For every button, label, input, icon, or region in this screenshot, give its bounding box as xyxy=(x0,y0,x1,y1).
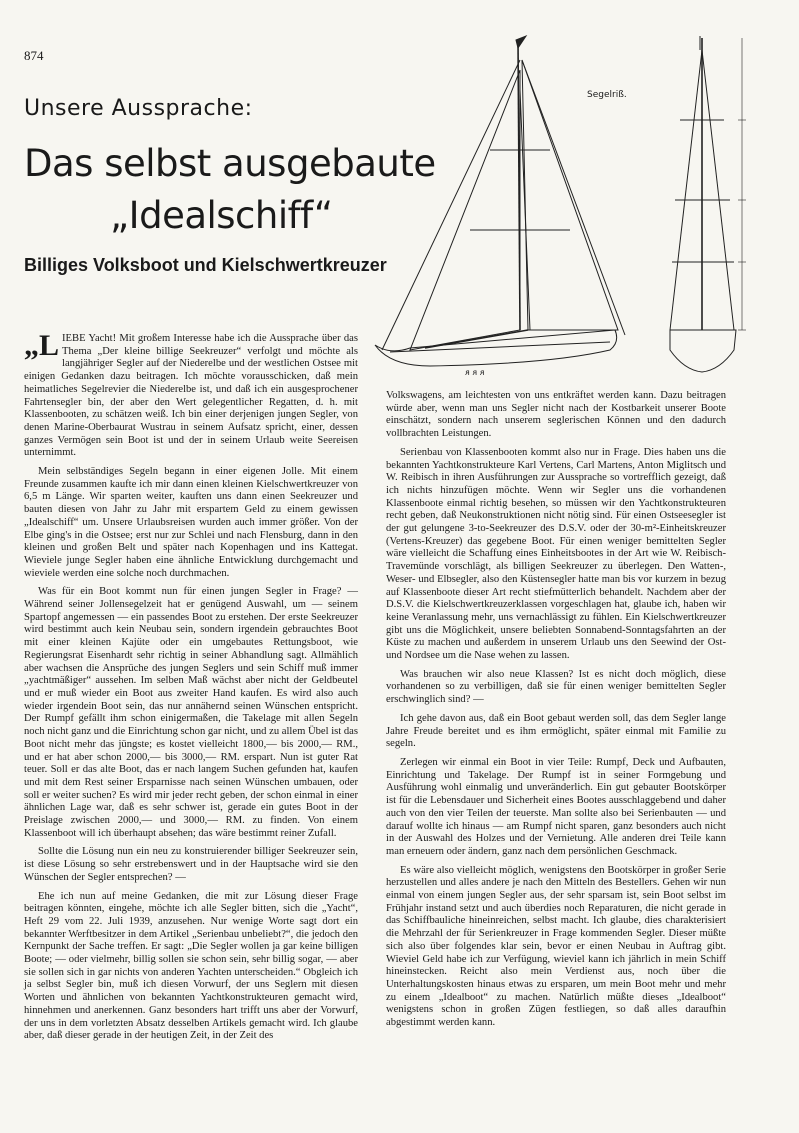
paragraph xyxy=(24,329,358,460)
paragraph: Mein selbständiges Segeln begann in einer eigenen Jolle. Mit einem Freunde zusammen kaufte ich mir dann einen kleinen Kielschwertkreuzer von 6,5 m Länge. Wir sparten weiter, kauften uns dann einen Seekreuzer und bauten diesen von Jahr zu Jahr mit erspartem Geld zu einem gewissen „Idealschiff“ um. Unsere Urlaubsreisen wurden auch immer größer. Von der Elbe ging's in die Ostsee; erst nur zur Schlei und nach Flensburg, dann in den kleinen und großen Belt und später nach Kopenhagen und ins Kattegat. Wieviele junge Segler haben eine ähnliche Entwicklung durchgemacht und wieviele werden eine solche noch durchmachen. xyxy=(24,466,358,579)
paragraph: Was für ein Boot kommt nun für einen jungen Segler in Frage? — Während seiner Jollensegelzeit hat er genügend Auswahl, um — seinem Spartopf angemessen — ein passendes Boot zu erstehen. Der erste Seekreuzer wird bestimmt auch kein Neubau sein, sondern irgendein gebrauchtes Boot mit einer kleinen Kajüte oder ein umgebautes Rettungsboot, wie Regierungsrat Eisenhardt sehr richtig in seiner Abhandlung sagt. Allmählich aber wachsen die Ansprüche des jungen Seglers und sein Schiff muß immer „yachtmäßiger“ aussehen. Im selben Maß wächst aber nicht der Geldbeutel und er muß wieder ein Boot aus zweiter Hand kaufen. Es wird also auch wieder irgendein Boot sein, das nur annähernd seinen Wünschen entspricht. Der Rumpf gefällt ihm schon einigermaßen, die Takelage mit allen Segeln noch nicht ganz und die Einrichtung schon gar nicht, und zu allem Übel ist das Boot nicht mehr das jüngste; es kostet vielleicht 1800,— bis 2000,— RM., und er hat aber schon 2000,— bis 3000,— RM. erspart. Nun ist guter Rat teuer. Soll er das alte Boot, das er nach langem Suchen gefunden hat, kaufen und mit dem Rest seiner Ersparnisse nach seinen Wünschen umbauen, oder soll er weiter suchen? Es wird mir jeder recht geben, der schon einmal in einer ähnlichen Lage war, daß es sehr schwer ist, gerade ein gutes Boot in der Preislage zwischen 2000,— und 3000,— RM. zu finden. Von einem Klassenboot will ich überhaupt absehen; das wäre bestimmt reiner Zufall. xyxy=(24,586,358,839)
paragraph: Was brauchen wir also neue Klassen? Ist es nicht doch möglich, diese vorhandenen so zu verbilligen, daß sie für einen weniger bemittelten Segler erschwinglich sind? — xyxy=(386,668,726,706)
text-column-left xyxy=(24,329,358,1049)
paragraph: Ich gehe davon aus, daß ein Boot gebaut werden soll, das dem Segler lange Jahre Freude bereitet und es ihm ermöglicht, später einmal mit Familie zu segeln. xyxy=(386,712,726,750)
section-kicker: Unsere Aussprache: xyxy=(24,96,253,121)
paragraph: Serienbau von Klassenbooten kommt also nur in Frage. Dies haben uns die bekannten Yachtkonstrukteure Karl Vertens, Carl Martens, Anton Miglitsch und W. Reibisch in ihren Ausführungen zur Aussprache so vortrefflich gezeigt, daß ich nichts hinzufügen möchte. Wenn wir Segler uns die vorhandenen Klassenboote einmal richtig besehen, so müssen wir den Yachtkonstrukteuren recht geben, daß Neukonstruktionen nicht nötig sind. Für einen Ostseesegler ist der gut gelungene 3-to-Seekreuzer des D.S.V. oder der 30-m²-Einheitskreuzer (Vertens-Kreuzer) das gegebene Boot. Für einen weniger bemittelten Segler wäre vielleicht die Schaffung eines Einheitsbootes in der Art wie W. Reibisch-Travemünde vorschlägt, als billigen Seekreuzer zu überlegen. Den Watten-, Weser- und Elbsegler, also den Küstensegler hatte man bis vor kurzem in bezug auf Klassenboote dieser Art recht stiefmütterlich behandelt. Nachdem aber der D.S.V. die Kielschwertkreuzerklassen vorgeschlagen hat, glaube ich, haben wir keine Veranlassung mehr, uns vernachlässigt zu fühlen. Ein Kielschwertkreuzer gibt uns die Möglichkeit, unsere beliebten Sonnabend-Sonntagsfahrten an der Küste zu machen und außerdem in unserem Urlaub uns den Seewind der Ost- und Nordsee um die Nase wehen zu lassen. xyxy=(386,446,726,662)
front-view xyxy=(670,36,746,372)
text-column-right xyxy=(386,390,726,1036)
paragraph: Volkswagens, am leichtesten von uns entkräftet werden kann. Dazu beitragen würde aber, wenn man uns Segler nicht nach der Kostbarkeit unserer Boote einschätzt, sondern nach unserem seglerischen Können und den dadurch vollbrachten Leistungen. xyxy=(386,390,726,440)
paragraph-text: IEBE Yacht! Mit großem Interesse habe ich die Aussprache über das Thema „Der kleine billige Seekreuzer“ verfolgt und möchte als langjähriger Segler auf der Niederelbe und der westlichen Ostsee mit einigen Gedanken dazu beitragen. Ich möchte vorausschicken, daß mein heimatliches Segelrevier die Niederelbe ist, und daß ich ein ausgesprochener Fahrtensegler bin, der aber den Wert gelegentlicher Regatten, d. h. mit Klassenbooten, zu schätzen weiß. Ich bin einer derjenigen jungen Segler, von denen Marine-Oberbaurat Wustrau in seinem Aufsatz spricht, einer, dessen ganzes Vermögen sein Boot ist und der in seinem Urlaub weite Seereisen unternimmt. xyxy=(24,333,358,459)
paragraph: Ehe ich nun auf meine Gedanken, die mit zur Lösung dieser Frage beitragen könnten, eingehe, möchte ich alle Segler bitten, sich die „Yacht“, Heft 29 vom 22. Juli 1939, anzusehen. Nur wenige Worte sagt dort ein bekannter Werftbesitzer in dem Artikel „Serienbau unbeliebt?“, die jedoch den Kernpunkt der Sache treffen. Er sagt: „Die Segler wollen ja gar keine billigen Boote; — oder vielmehr, billig sollen sie schon sein, sehr billig sogar, — aber sie sollen sich in gar nichts von anderen Yachten unterscheiden.“ Obgleich ich ja selbst Segler bin, muß ich diesen Vorwurf, der uns Seglern mit diesen Worten und ähnlichen von bekannten Yachtkonstrukteuren gemacht wird, hinnehmen und anerkennen. Ganz besonders hart trifft uns aber der Vorwurf, der uns in dem vorletzten Absatz desselben Artikels gemacht wird. Ich glaube aber, daß dieser gerade in der heutigen Zeit, in der Zeit des xyxy=(24,890,358,1042)
title-line-1: Das selbst ausgebaute xyxy=(24,142,436,185)
svg-text:ᴙ ᴙ ᴙ: ᴙ ᴙ ᴙ xyxy=(465,368,485,377)
side-view xyxy=(375,36,625,377)
paragraph: Es wäre also vielleicht möglich, wenigstens den Bootskörper in großer Serie herzustellen und alles andere je nach den Mitteln des Bestellers. Gehen wir nun einmal von einem jungen Segler aus, der sehr sparsam ist, sein Boot selbst im Frühjahr instand setzt und auch überdies noch Reparaturen, die nicht gerade in das Schiffbauliche hineinreichen, selbst macht. Ich glaube, dies charakterisiert die Mehrzahl der für Serienkreuzer in Frage kommenden Segler. Dieser müßte sich also über folgendes klar sein, bevor er einen Neubau in Auftrag gibt. Wieviel Geld habe ich zur Verfügung, wieviel kann ich jährlich in mein Schiff hineinstecken. Reicht also mein Verdienst aus, noch über die Unterhaltungskosten hinaus etwas zu ersparen, um mein Boot mehr und mehr zu einem „Idealboot“ zu machen. Natürlich müßte dieses „Idealboot“ wenigstens schon in großen Zügen festliegen, so daß alles daraufhin abgestimmt werden kann. xyxy=(386,864,726,1029)
title-line-2: „Idealschiff“ xyxy=(110,194,333,237)
paragraph: Sollte die Lösung nun ein neu zu konstruierender billiger Seekreuzer sein, ist diese Lösung so sehr erstrebenswert und in der Hauptsache wird sie den Wünschen der Segler entsprechen? — xyxy=(24,846,358,883)
sail-plan-drawing xyxy=(370,30,790,390)
subtitle: Billiges Volksboot und Kielschwertkreuzer xyxy=(24,255,387,275)
paragraph: Zerlegen wir einmal ein Boot in vier Teile: Rumpf, Deck und Aufbauten, Einrichtung und Takelage. Der Rumpf ist in seiner Formgebung und Ausführung wohl einmalig und unveränderlich. Ein gut gebauter Bootskörper ist für die Lebensdauer und Sicherheit eines Bootes ausschlaggebend und daher auch von den vier Teilen der teuerste. Man sollte also bei Serienbauten — und darauf wollte ich hinaus — am Rumpf nicht sparen, ganz besonders auch nicht in der Auswahl des Holzes und der Vernietung. Alle anderen drei Teile kann man erneuern oder ändern, ganz nach dem persönlichen Geschmack. xyxy=(386,756,726,857)
page-number: 874 xyxy=(24,48,44,63)
drawing-caption: Segelriß. xyxy=(587,90,627,100)
drop-cap: „L xyxy=(24,329,60,362)
